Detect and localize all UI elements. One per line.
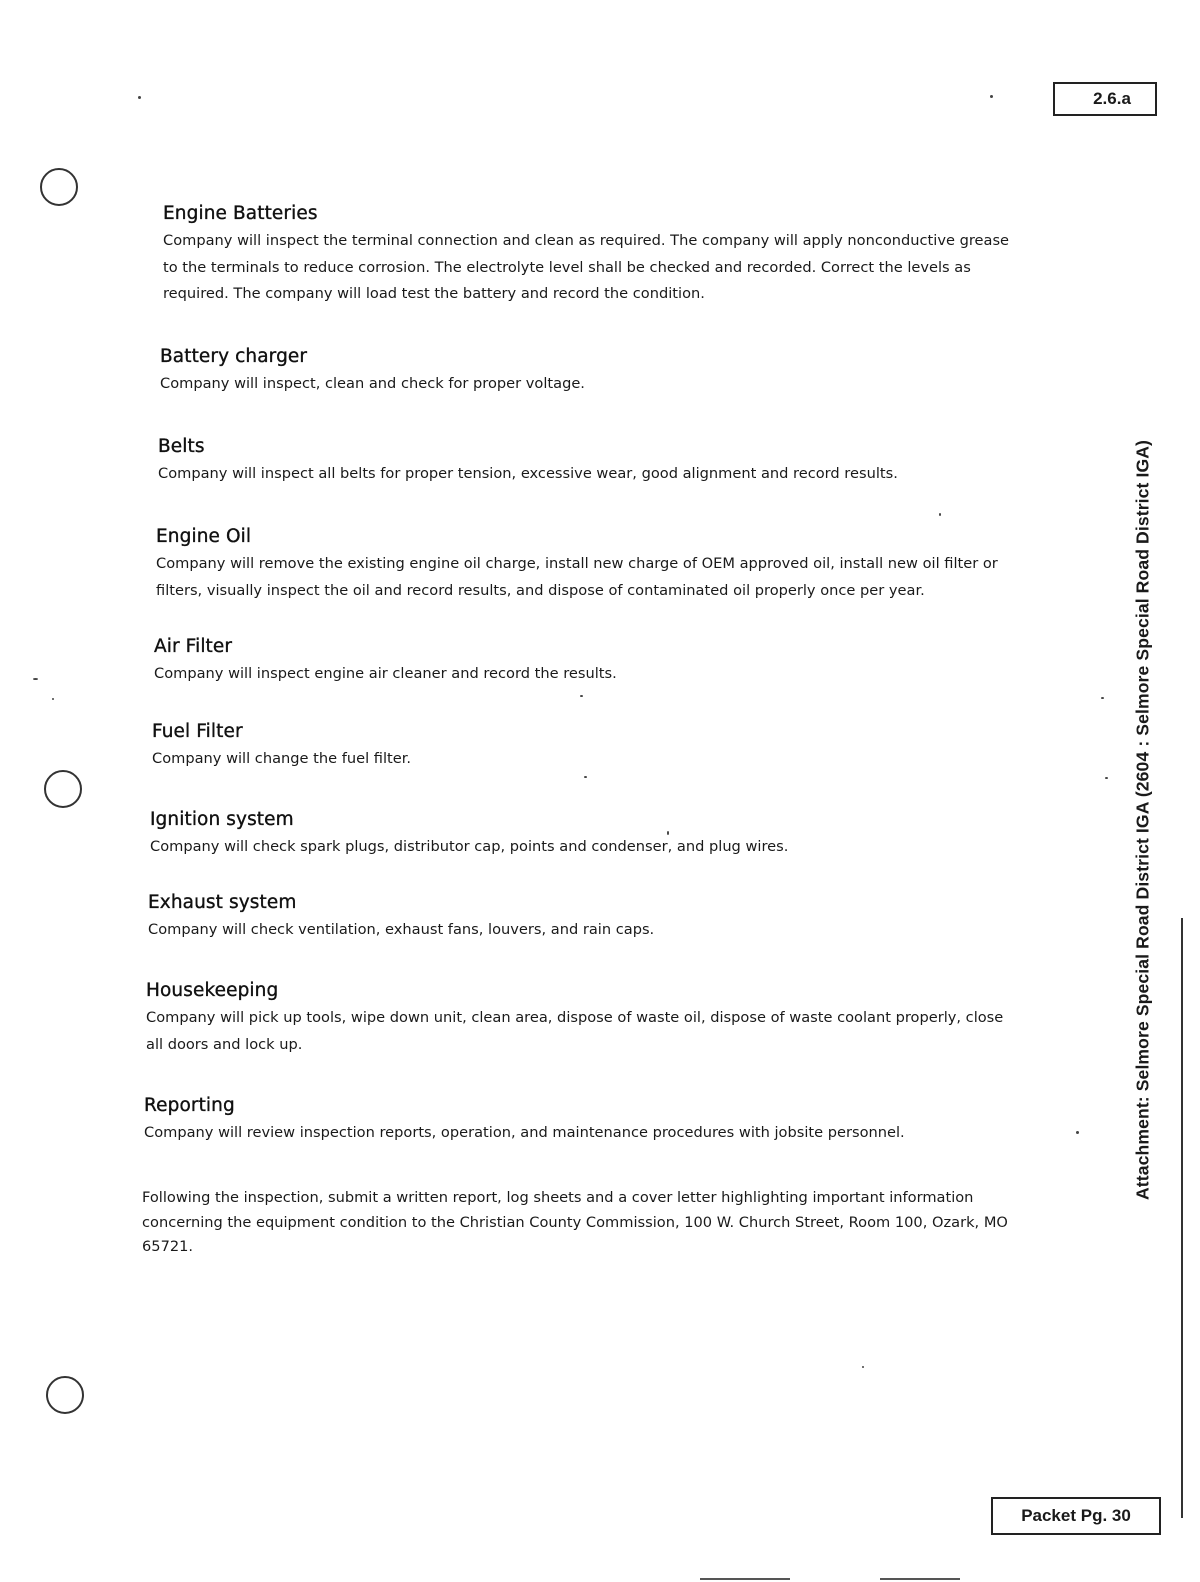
section-engine-oil (156, 526, 1046, 604)
scan-speck (1076, 1131, 1079, 1134)
section-air-filter (154, 636, 1054, 688)
section-heading: Fuel Filter (152, 721, 243, 742)
section-exhaust-system (148, 892, 1048, 944)
section-housekeeping (146, 980, 1016, 1058)
section-body: Company will pick up tools, wipe down unit, clean area, dispose of waste oil, dispose of waste coolant properly, close all doors and lock up. (146, 1009, 1004, 1053)
section-belts (158, 436, 1058, 488)
section-heading: Belts (158, 436, 205, 457)
attachment-label: Attachment: Selmore Special Road District IGA (2604 : Selmore Special Road District IGA) (1132, 440, 1153, 1200)
scan-speck (667, 831, 669, 835)
section-heading: Engine Oil (156, 526, 252, 547)
section-fuel-filter (152, 721, 1052, 773)
section-body: Company will inspect engine air cleaner and record the results. (154, 665, 617, 682)
section-body: Company will review inspection reports, operation, and maintenance procedures with jobsite personnel. (144, 1124, 905, 1141)
scan-speck (580, 695, 583, 697)
scan-speck (33, 678, 38, 680)
scan-speck (862, 1366, 864, 1368)
agenda-item-number: 2.6.a (1093, 89, 1131, 108)
binder-hole-icon (44, 770, 82, 808)
scan-speck (990, 95, 993, 98)
section-heading: Air Filter (154, 636, 233, 657)
section-heading: Reporting (144, 1095, 235, 1116)
scan-edge-mark (700, 1578, 790, 1580)
section-body: Company will remove the existing engine oil charge, install new charge of OEM approved oil, install new oil filter or filters, visually inspect the oil and record results, and dispose of contaminated oil properly once per year. (156, 555, 998, 599)
section-engine-batteries (163, 203, 1023, 308)
scan-speck (939, 513, 941, 516)
section-body: Company will check spark plugs, distributor cap, points and condenser, and plug wires. (150, 838, 789, 855)
attachment-sidebar (1126, 405, 1160, 1235)
agenda-item-tag (1053, 82, 1157, 116)
scan-speck (1101, 697, 1104, 699)
closing-paragraph: Following the inspection, submit a written report, log sheets and a cover letter highlighting important information concerning the equipment condition to the Christian County Commission, 100 W. Church Street, Room 100, Ozark, MO 65721. (142, 1189, 1008, 1255)
packet-page-tag (991, 1497, 1161, 1535)
section-body: Company will change the fuel filter. (152, 750, 412, 767)
section-heading: Ignition system (150, 809, 294, 830)
scan-speck (1105, 777, 1108, 779)
section-reporting (144, 1095, 1044, 1147)
section-body: Company will inspect the terminal connection and clean as required. The company will apply nonconductive grease to the terminals to reduce corrosion. The electrolyte level shall be checked and recorded. Correct the levels as required. The company will load test the battery and record the condition. (163, 232, 1010, 302)
section-heading: Engine Batteries (163, 203, 318, 224)
scan-speck (52, 698, 54, 700)
section-ignition-system (150, 809, 1050, 861)
packet-page-label: Packet Pg. 30 (1021, 1506, 1131, 1525)
section-heading: Exhaust system (148, 892, 297, 913)
section-body: Company will inspect all belts for proper tension, excessive wear, good alignment and record results. (158, 465, 898, 482)
scan-edge-mark (880, 1578, 960, 1580)
section-body: Company will check ventilation, exhaust fans, louvers, and rain caps. (148, 921, 655, 938)
scan-speck (584, 776, 587, 778)
binder-hole-icon (40, 168, 78, 206)
section-heading: Housekeeping (146, 980, 279, 1001)
binder-hole-icon (46, 1376, 84, 1414)
scan-speck (138, 96, 141, 99)
page-edge-line (1181, 918, 1183, 1518)
section-body: Company will inspect, clean and check for proper voltage. (160, 375, 585, 392)
section-battery-charger (160, 346, 1060, 398)
section-heading: Battery charger (160, 346, 308, 367)
